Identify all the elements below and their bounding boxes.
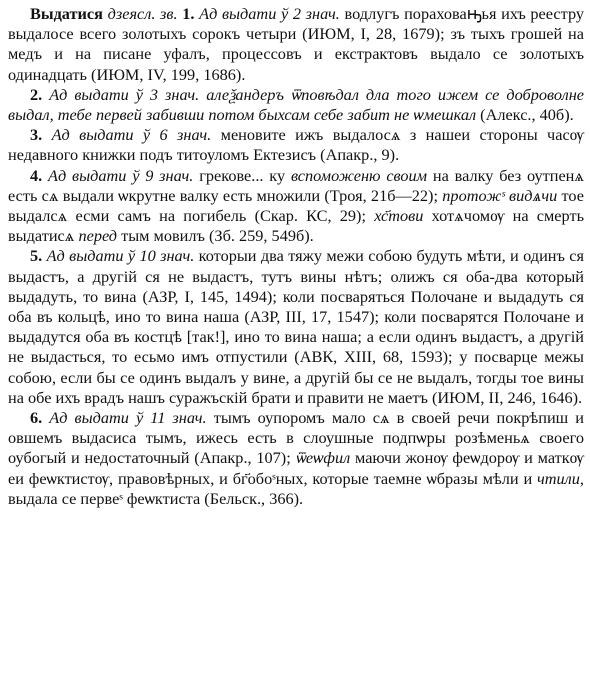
sense-text: маючи жонѹ феѡдорѹ и маткѹ еи феѡктистѹ, правовѣрных, и бг҃обоˢных, которые таемне ѡбразы мѣли и (8, 448, 584, 488)
sense-definition: Ад выдати ў 2 знач. (199, 4, 340, 23)
sense-number: 1. (182, 4, 195, 23)
sense-text: тое выдалсѧ есми самъ на погибель (Скар. КС, 29); (8, 185, 584, 226)
sense-definition: Ад выдати ў 11 знач. (49, 408, 207, 428)
sense-text: , выдала се первеˢ феѡктиста (Бельск., 366). (8, 468, 584, 508)
sense-text: которыи два тяжу межи собою будуть мѣти, и одинъ ся выдастъ, а другій ся не выдастъ, тутъ вины нѣтъ; олижъ ся оба-два который выдадуть, то вина (АЗР, I, 145, 1494); коли посваряться Полочане и выдадуть ся оба въ кольцѣ, ино то вина наша (АЗР, III, 17, 1547); коли посварятся Полочане и выдадутся оба въ костцѣ [так!], ино то вина наша; а если одинъ выдастъ, а другій не выдасться, то есьмо имъ отпустили (АВК, XIII, 68, 1593); у посварце межы собою, если бы се одинъ выдалъ у вине, а другій бы се не выдалъ, тогды тое вины на обе ихъ врадъ нашъ суражъскій брати и правити не маетъ (ИЮМ, II, 246, 1646). (8, 246, 585, 407)
sense-definition: Ад выдати ў 3 знач. (49, 84, 200, 104)
sense-number: 5. (30, 246, 43, 266)
sense-definition: Ад выдати ў 6 знач. (51, 125, 212, 145)
sense-text: тымъ оупоромъ мало сѧ в своей речи покрѣпиш и овшемъ выдасиса тымъ, ижесь есть в слоушные подпѡры розѣменьѧ своего оубогый и недостаточный (Апакр., 107); (8, 408, 584, 468)
dictionary-entry-sense-6 (8, 408, 584, 509)
sense-number: 4. (30, 165, 43, 185)
grammar-label: дзеясл. зв. (107, 4, 178, 23)
dictionary-entry-sense-2 (8, 85, 584, 125)
sense-text: (Алекс., 40б). (480, 105, 574, 125)
quote-text: перед (78, 226, 118, 246)
quote-text: хс҃тови (374, 206, 424, 226)
quote-text: вспоможеню своим (290, 165, 428, 185)
quote-text: протожˢ видѧчи (442, 185, 558, 205)
dictionary-entry-sense-1 (8, 4, 584, 85)
sense-number: 2. (30, 84, 43, 104)
quote-text: алеѯандеръ ѿповѣдал дла того ижем се доброволне выдал, тебе первей забивши потом быхсам себе забит не ѡмешкал (8, 84, 584, 125)
sense-text: водлугъ пораховаԣья ихъ реестру выдалосе всего золотыхъ сорокъ четыри (ИЮМ, I, 28, 1679); зъ тыхъ грошей на медъ и на писане уфалъ, процессовъ и екстрактовъ выдало се золотыхъ одинадцать (ИЮМ, IV, 199, 1686). (8, 4, 585, 84)
sense-number: 6. (30, 408, 43, 428)
sense-text: тым мовилъ (Зб. 259, 549б). (121, 226, 314, 246)
quote-text: ѿеѡфил (295, 448, 351, 468)
sense-definition: Ад выдати ў 10 знач. (46, 246, 195, 266)
dictionary-entry-sense-5 (8, 246, 584, 408)
sense-text: хотѧчомѹ на смерть выдатисѧ (8, 206, 584, 246)
sense-text: меновите ижъ выдалосѧ з нашеи стороны часѹ недавного книжки подъ титоуломъ Ектезисъ (Апакр., 9). (8, 125, 585, 165)
sense-text: на валку без оутпенѧ есть сѧ выдали ѡкрутне валку есть множили (Троя, 21б—22); (8, 165, 584, 205)
sense-text: грекове... ку (199, 165, 286, 185)
sense-definition: Ад выдати ў 9 знач. (48, 165, 194, 185)
quote-text: чтили (537, 468, 580, 488)
dictionary-entry-sense-3 (8, 125, 584, 165)
dictionary-entry-sense-4 (8, 166, 584, 247)
sense-number: 3. (30, 125, 43, 145)
headword: Выдатися (30, 4, 103, 23)
